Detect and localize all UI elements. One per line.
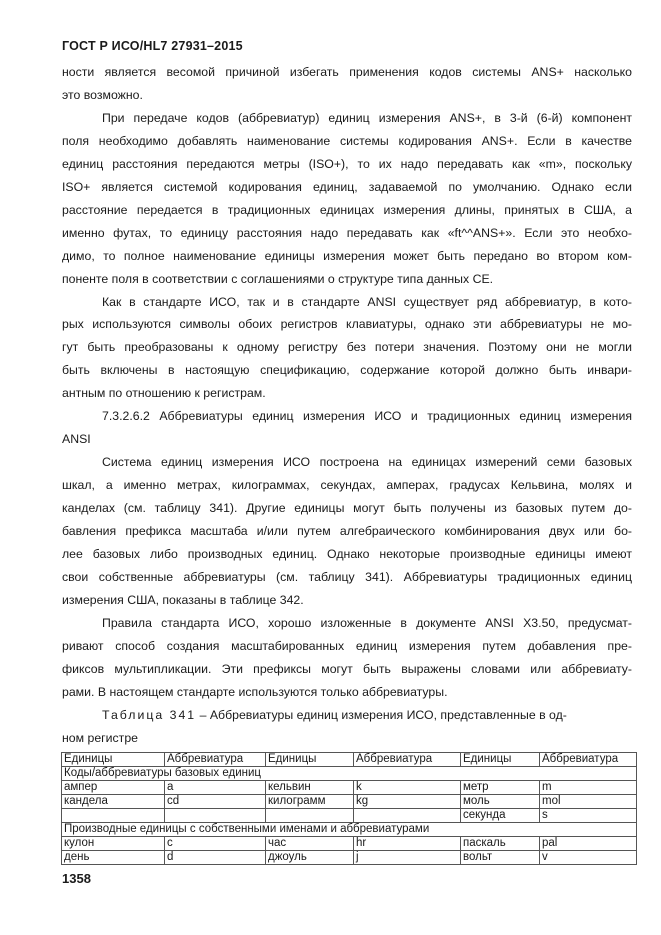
text-line: именно футах, то единицу расстояния надо передавать как «ft^^ANS+». Если это необхо- [62, 225, 632, 240]
table-section-row [62, 767, 637, 781]
text-line: Правила стандарта ИСО, хорошо изложенные в документе ANSI X3.50, предусмат- [102, 615, 632, 630]
table-cell: кандела [62, 795, 165, 809]
table-caption-text: – Аббревиатуры единиц измерения ИСО, представленные в од- [196, 707, 567, 722]
table-cell [266, 809, 354, 823]
table-header-cell: Единицы [461, 753, 540, 767]
text-line: быть включены в настоящую спецификацию, содержание которой должно быть инвари- [62, 363, 632, 378]
table-cell: c [165, 837, 266, 851]
text-line: рых используются символы обоих регистров клавиатуры, однако эти аббревиатуры не мо- [62, 317, 632, 332]
table-cell: вольт [461, 851, 540, 865]
text-line: свои собственные аббревиатуры (см. таблицу 341). Аббревиатуры традиционных единиц [62, 569, 632, 584]
table-section-cell: Коды/аббревиатуры базовых единиц [62, 767, 637, 781]
table-cell: kg [354, 795, 461, 809]
table-caption-label: Таблица 341 [102, 707, 197, 722]
table-cell: секунда [461, 809, 540, 823]
table-cell [62, 809, 165, 823]
page-number: 1358 [62, 871, 91, 886]
text-line: рами. В настоящем стандарте используются только аббревиатуры. [62, 684, 448, 699]
text-line: ISO+ является системой кодирования единиц, задаваемой по умолчанию. Однако если [62, 179, 632, 194]
text-line: поненте поля в соответствии с соглашениями о структуре типа данных CE. [62, 271, 494, 286]
table-header-cell: Аббревиатура [354, 753, 461, 767]
text-line: димо, то полное наименование единицы измерения может быть передано во втором ком- [62, 248, 632, 263]
table-cell: mol [540, 795, 637, 809]
table-caption [62, 704, 632, 727]
table-cell [354, 809, 461, 823]
table-header-cell: Единицы [62, 753, 165, 767]
table-cell: d [165, 851, 266, 865]
table-cell: час [266, 837, 354, 851]
text-line: бавления префикса масштаба и/или путем алгебраического комбинирования двух или бо- [62, 524, 632, 539]
table-row [62, 851, 637, 865]
table-cell: v [540, 851, 637, 865]
text-line: ности является весомой причиной избегать применения кодов системы ANS+ насколько [62, 65, 632, 79]
units-table [61, 752, 637, 865]
text-line: это возможно. [62, 87, 143, 102]
table-cell: cd [165, 795, 266, 809]
table-cell: s [540, 809, 637, 823]
table-cell: килограмм [266, 795, 354, 809]
text-line: ривают способ создания масштабированных единиц измерения путем добавления пре- [62, 638, 632, 653]
table-cell: метр [461, 781, 540, 795]
table-row [62, 781, 637, 795]
table-cell: день [62, 851, 165, 865]
text-line: лее базовых либо производных единиц. Однако некоторые производные единицы имеют [62, 547, 632, 562]
table-section-row [62, 823, 637, 837]
table-header-cell: Единицы [266, 753, 354, 767]
table-cell: k [354, 781, 461, 795]
table-header-cell: Аббревиатура [165, 753, 266, 767]
table-header-row [62, 753, 637, 767]
table-cell: кельвин [266, 781, 354, 795]
text-line: расстояние передается в традиционных единицах измерения длины, принятых в США, а [62, 202, 632, 217]
table-row [62, 795, 637, 809]
table-cell: кулон [62, 837, 165, 851]
table-cell: a [165, 781, 266, 795]
text-line: гут быть преобразованы к одному регистру без потери значения. Поэтому они не могли [62, 340, 632, 355]
table-cell: pal [540, 837, 637, 851]
table-row [62, 837, 637, 851]
table-cell: ампер [62, 781, 165, 795]
text-line: единиц расстояния передаются метры (ISO+), то их надо передавать как «m», поскольку [62, 156, 632, 171]
text-line: канделах (см. таблицу 341). Другие единицы могут быть получены из базовых путем до- [62, 501, 632, 516]
body-text [62, 61, 632, 750]
document-header: ГОСТ Р ИСО/HL7 27931–2015 [62, 39, 243, 53]
text-line: Как в стандарте ИСО, так и в стандарте ANSI существует ряд аббревиатур, в кото- [102, 294, 632, 309]
table-cell [165, 809, 266, 823]
table-cell: hr [354, 837, 461, 851]
text-line: Система единиц измерения ИСО построена на единицах измерений семи базовых [102, 455, 632, 470]
text-line: измерения США, показаны в таблице 342. [62, 592, 304, 607]
text-line: При передаче кодов (аббревиатур) единиц измерения ANS+, в 3-й (6-й) компонент [102, 110, 632, 125]
text-line: поля необходимо добавлять наименование системы кодирования ANS+. Если в качестве [62, 133, 632, 148]
text-line: фиксов мультипликации. Эти префиксы могут быть выражены словами или аббревиату- [62, 661, 632, 676]
table-caption-cont: ном регистре [62, 730, 138, 745]
text-line: антным по отношению к регистрам. [62, 386, 266, 401]
table-cell: джоуль [266, 851, 354, 865]
table-section-cell: Производные единицы с собственными именами и аббревиатурами [62, 823, 637, 837]
table-row [62, 809, 637, 823]
section-heading: 7.3.2.6.2 Аббревиатуры единиц измерения ИСО и традиционных единиц измерения [102, 409, 632, 424]
table-cell: j [354, 851, 461, 865]
table-cell: m [540, 781, 637, 795]
table-cell: паскаль [461, 837, 540, 851]
text-line: шкал, а именно метрах, килограммах, секундах, амперах, градусах Кельвина, молях и [62, 478, 632, 493]
table-cell: моль [461, 795, 540, 809]
table-header-cell: Аббревиатура [540, 753, 637, 767]
section-heading-cont: ANSI [62, 432, 91, 447]
